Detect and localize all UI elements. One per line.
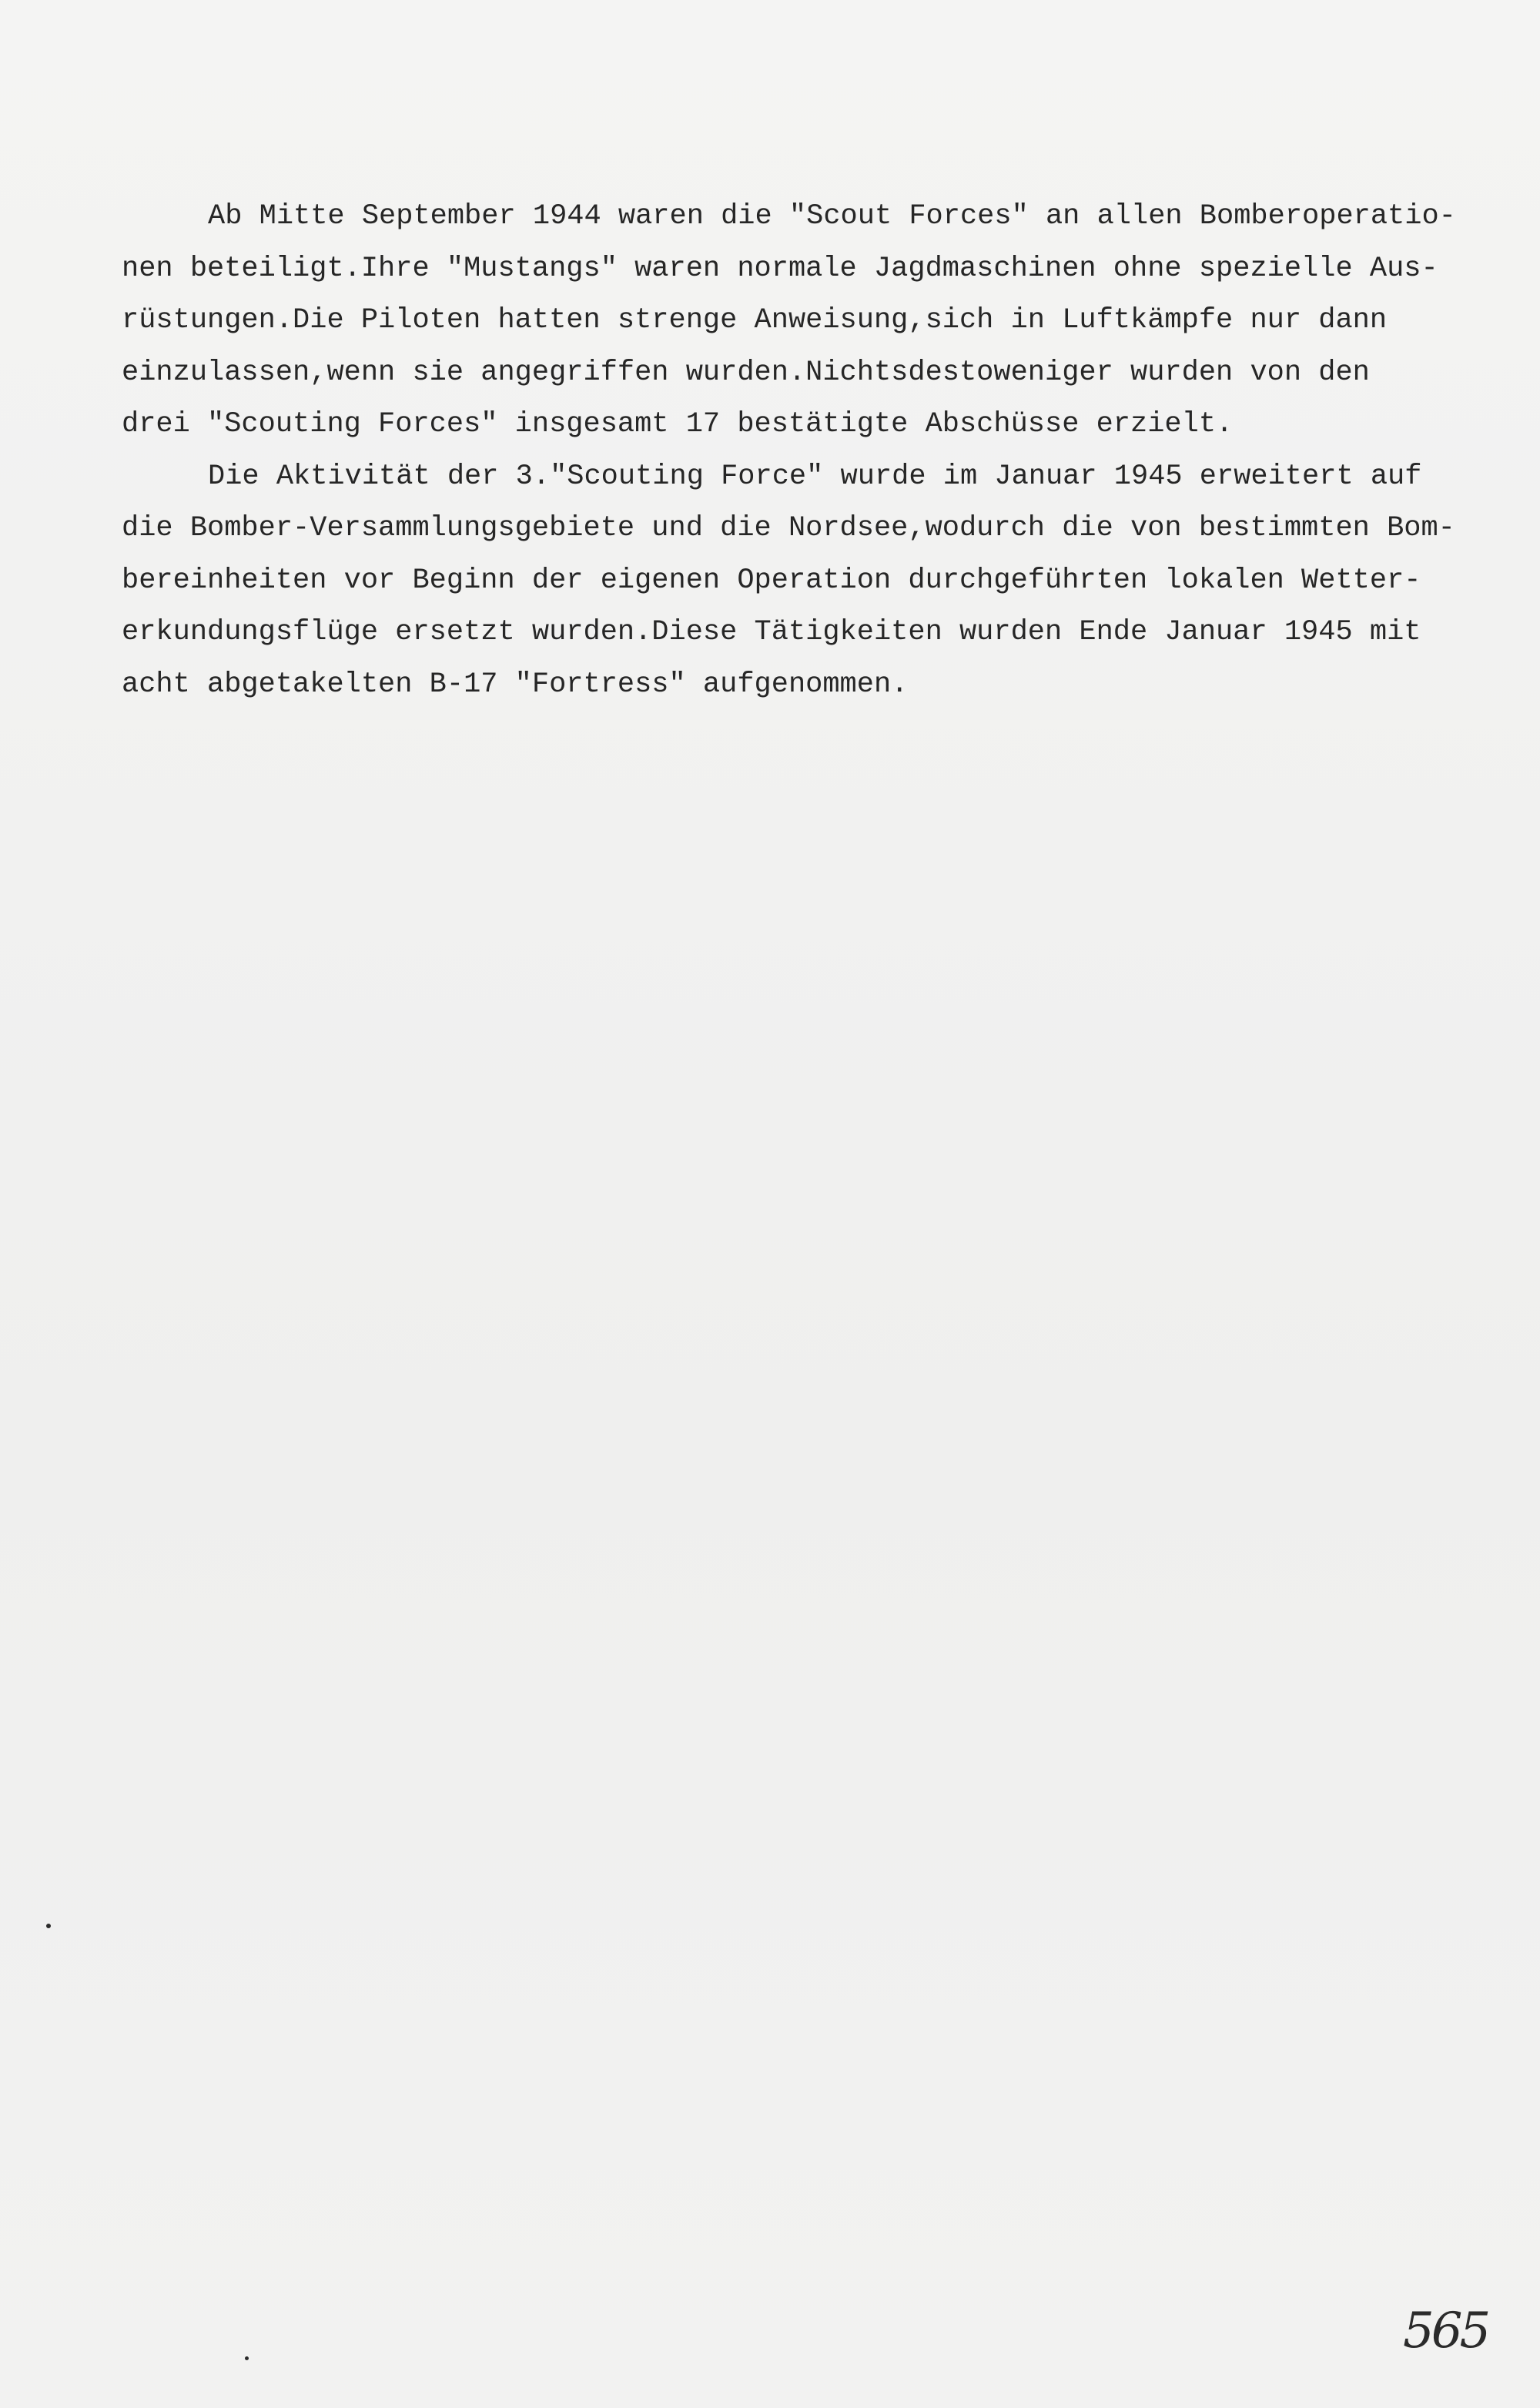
text-line: Die Aktivität der 3."Scouting Force" wurde im Januar 1945 erweitert auf — [208, 460, 1422, 493]
text-line: einzulassen,wenn sie angegriffen wurden.Nichtsdestoweniger wurden von den — [122, 356, 1370, 389]
text-line: die Bomber-Versammlungsgebiete und die Nordsee,wodurch die von bestimmten Bom- — [122, 512, 1455, 544]
text-line: drei "Scouting Forces" insgesamt 17 bestätigte Abschüsse erzielt. — [122, 408, 1234, 440]
scan-speck — [46, 1924, 51, 1928]
page-number: 565 — [1403, 2303, 1488, 2359]
text-line: acht abgetakelten B-17 "Fortress" aufgenommen. — [122, 668, 909, 701]
text-line: bereinheiten vor Beginn der eigenen Operation durchgeführten lokalen Wetter- — [122, 564, 1421, 597]
text-line: nen beteiligt.Ihre "Mustangs" waren normale Jagdmaschinen ohne spezielle Aus- — [122, 252, 1438, 285]
body-text — [122, 191, 1492, 711]
text-line: Ab Mitte September 1944 waren die "Scout Forces" an allen Bomberoperatio- — [208, 200, 1456, 233]
scan-speck — [245, 2356, 249, 2360]
text-line: erkundungsflüge ersetzt wurden.Diese Tätigkeiten wurden Ende Januar 1945 mit — [122, 616, 1421, 648]
text-line: rüstungen.Die Piloten hatten strenge Anweisung,sich in Luftkämpfe nur dann — [122, 304, 1388, 337]
